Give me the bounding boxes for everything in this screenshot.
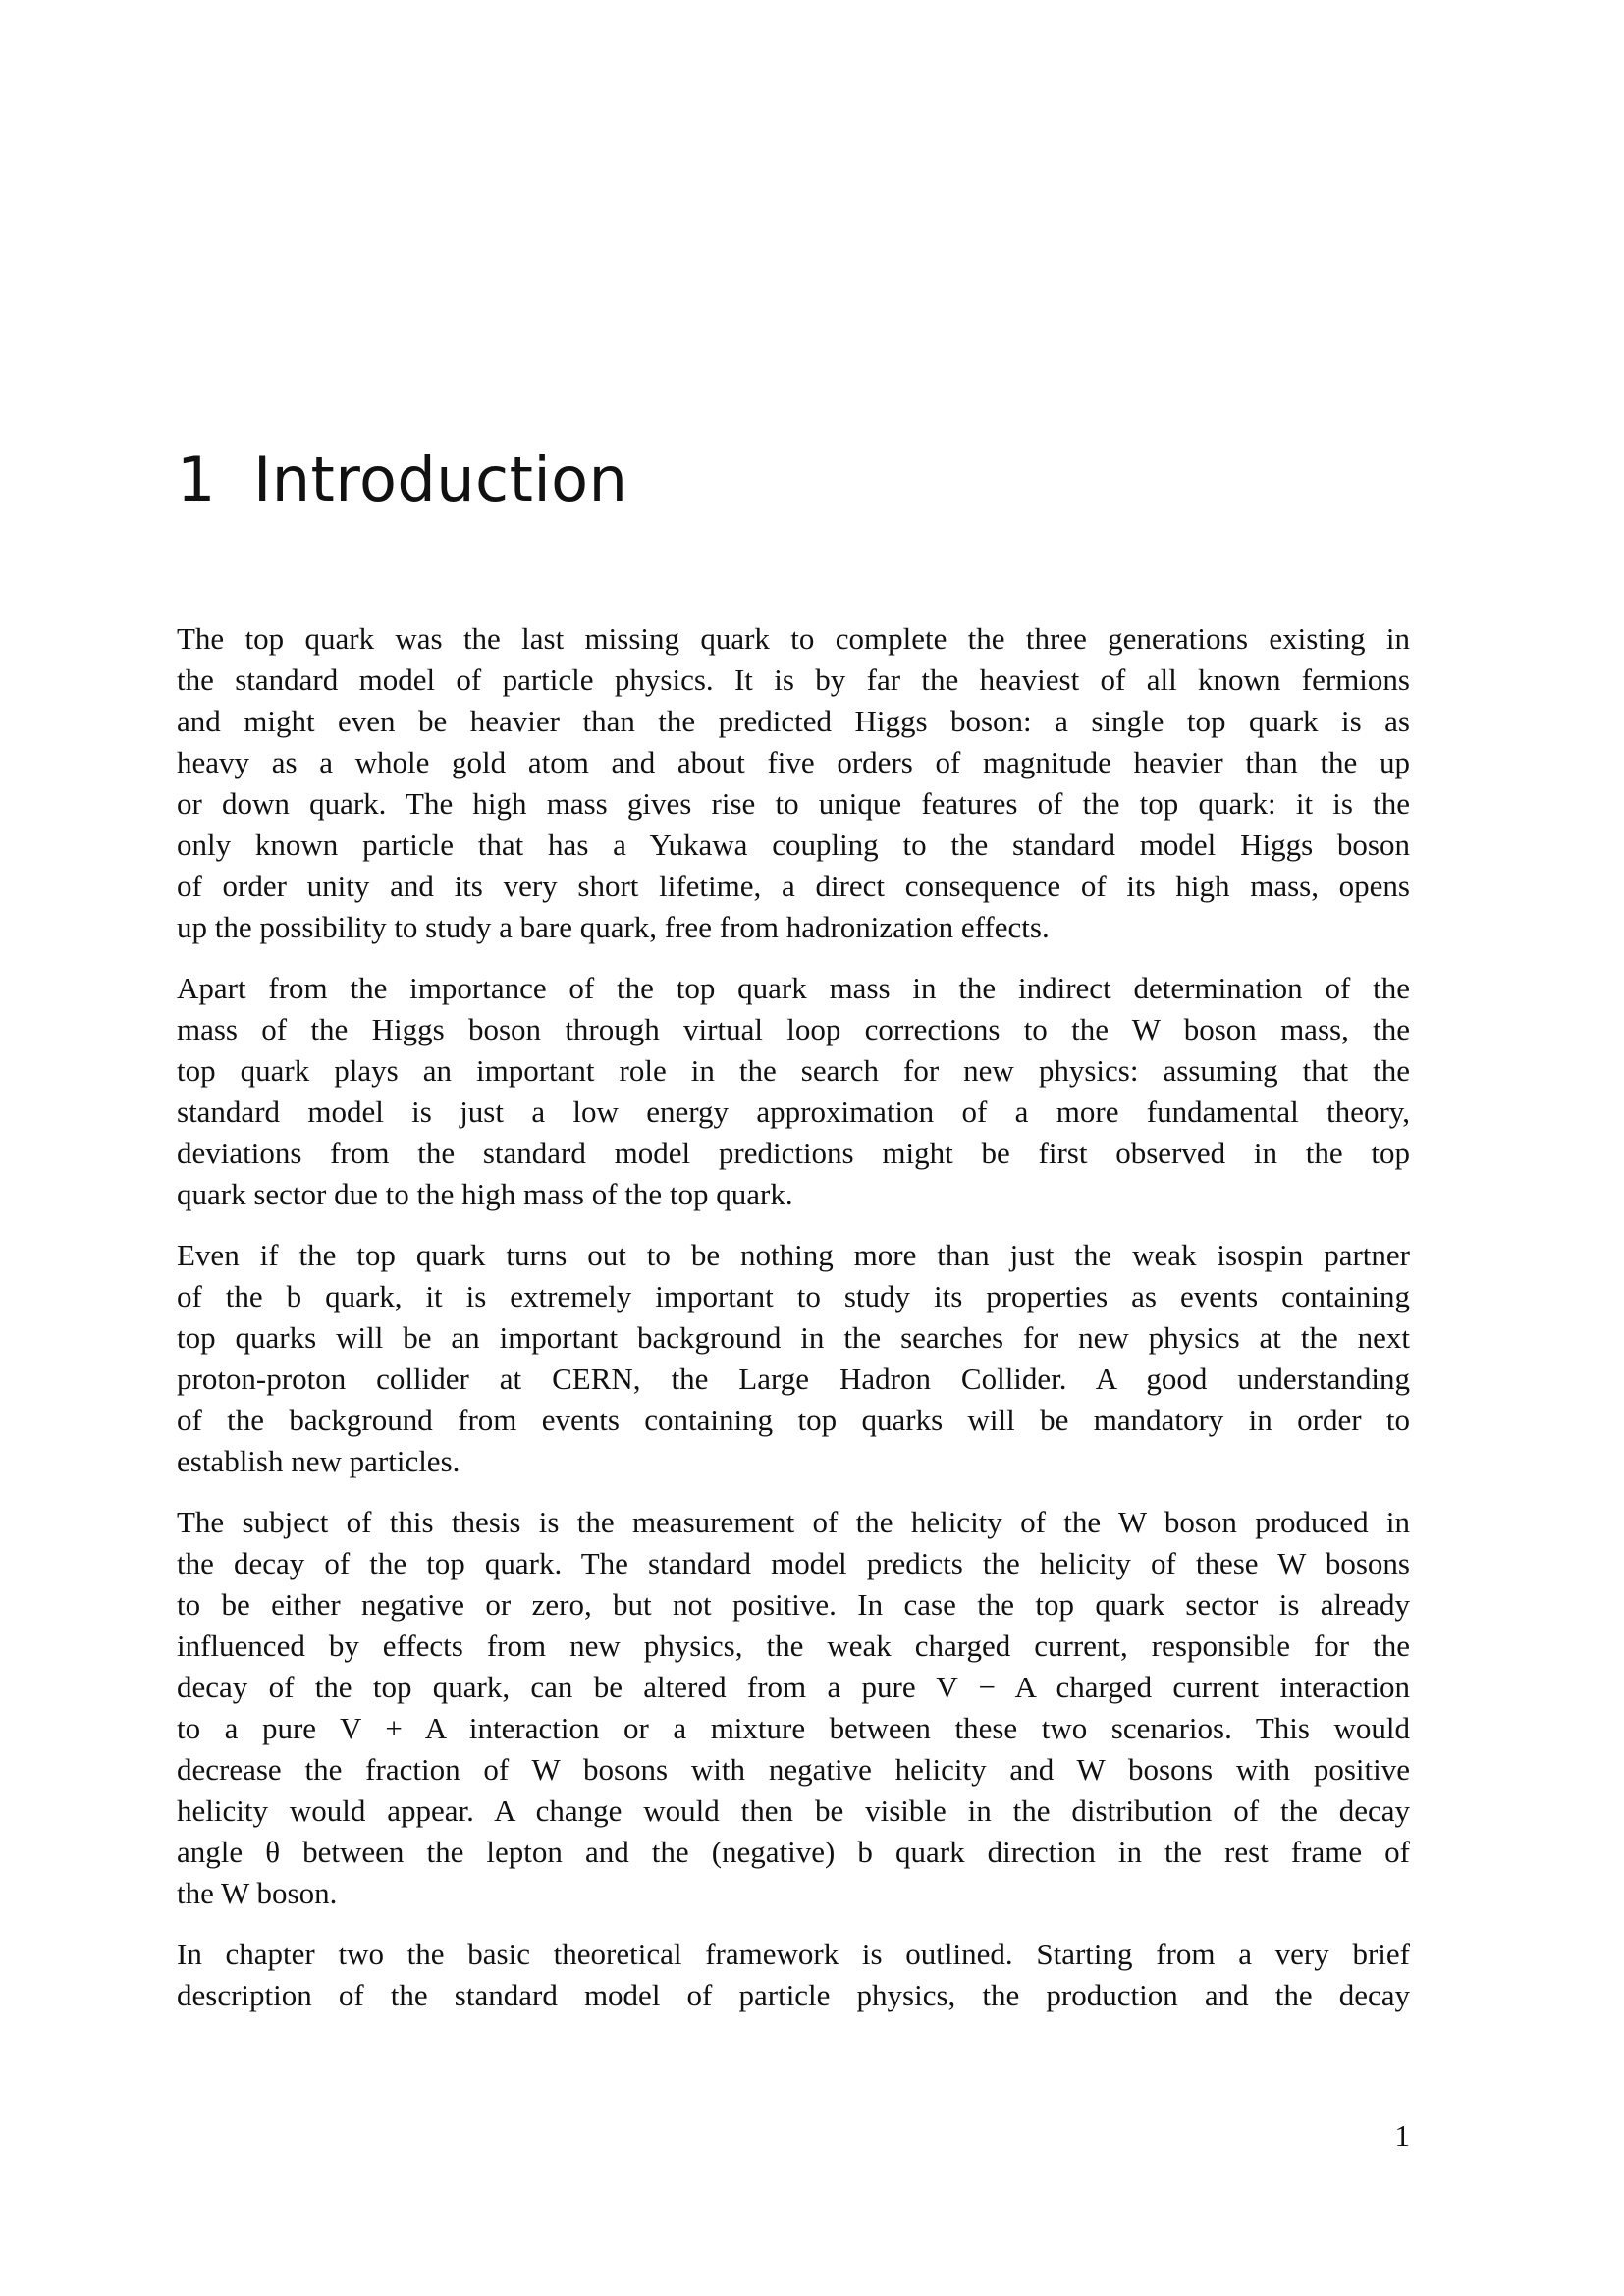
paragraph [177, 968, 1410, 1215]
text-line: or down quark. The high mass gives rise to unique features of the top quark: it is the [177, 786, 1410, 821]
text-line: decay of the top quark, can be altered from a pure V − A charged current interaction [177, 1670, 1410, 1704]
text-line: The subject of this thesis is the measurement of the helicity of the W boson produced in [177, 1505, 1410, 1539]
text-line: to a pure V + A interaction or a mixture between these two scenarios. This would [177, 1711, 1410, 1745]
text-line: Even if the top quark turns out to be nothing more than just the weak isospin partner [177, 1238, 1410, 1272]
text-line: of the background from events containing top quarks will be mandatory in order to [177, 1403, 1410, 1437]
text-line: the decay of the top quark. The standard model predicts the helicity of these W bosons [177, 1546, 1410, 1580]
text-line: Apart from the importance of the top quark mass in the indirect determination of the [177, 971, 1410, 1005]
text-line: top quark plays an important role in the search for new physics: assuming that the [177, 1053, 1410, 1088]
text-line: The top quark was the last missing quark to complete the three generations existing in [177, 621, 1410, 656]
chapter-number: 1 [177, 444, 216, 515]
text-line: and might even be heavier than the predicted Higgs boson: a single top quark is as [177, 704, 1410, 738]
text-line: mass of the Higgs boson through virtual loop corrections to the W boson mass, the [177, 1012, 1410, 1046]
text-line: heavy as a whole gold atom and about five orders of magnitude heavier than the up [177, 745, 1410, 779]
chapter-heading [177, 444, 627, 515]
text-line: proton-proton collider at CERN, the Large Hadron Collider. A good understanding [177, 1362, 1410, 1396]
text-line: establish new particles. [177, 1444, 460, 1478]
text-line: deviations from the standard model predictions might be first observed in the top [177, 1136, 1410, 1170]
text-line: angle θ between the lepton and the (negative) b quark direction in the rest frame of [177, 1835, 1410, 1869]
text-line: description of the standard model of particle physics, the production and the decay [177, 1978, 1410, 2012]
paragraph [177, 618, 1410, 948]
text-line: the standard model of particle physics. It is by far the heaviest of all known fermions [177, 663, 1410, 697]
text-line: helicity would appear. A change would then be visible in the distribution of the decay [177, 1793, 1410, 1828]
page-number: 1 [1394, 2118, 1410, 2153]
text-line: quark sector due to the high mass of the top quark. [177, 1177, 793, 1211]
text-line: decrease the fraction of W bosons with negative helicity and W bosons with positive [177, 1752, 1410, 1787]
text-line: of order unity and its very short lifetime, a direct consequence of its high mass, opens [177, 869, 1410, 903]
text-line: to be either negative or zero, but not positive. In case the top quark sector is already [177, 1587, 1410, 1622]
text-line: only known particle that has a Yukawa coupling to the standard model Higgs boson [177, 828, 1410, 862]
paragraph [177, 1502, 1410, 1914]
paragraph [177, 1235, 1410, 1482]
text-line: of the b quark, it is extremely important to study its properties as events containing [177, 1279, 1410, 1313]
text-line: top quarks will be an important background in the searches for new physics at the next [177, 1320, 1410, 1355]
text-line: up the possibility to study a bare quark, free from hadronization effects. [177, 910, 1050, 944]
text-line: influenced by effects from new physics, the weak charged current, responsible for the [177, 1629, 1410, 1663]
chapter-title: Introduction [252, 444, 628, 515]
text-line: standard model is just a low energy approximation of a more fundamental theory, [177, 1095, 1410, 1129]
text-line: the W boson. [177, 1876, 338, 1910]
text-line: In chapter two the basic theoretical framework is outlined. Starting from a very brief [177, 1937, 1410, 1971]
paragraph [177, 1934, 1410, 2016]
body-text [177, 618, 1410, 2036]
